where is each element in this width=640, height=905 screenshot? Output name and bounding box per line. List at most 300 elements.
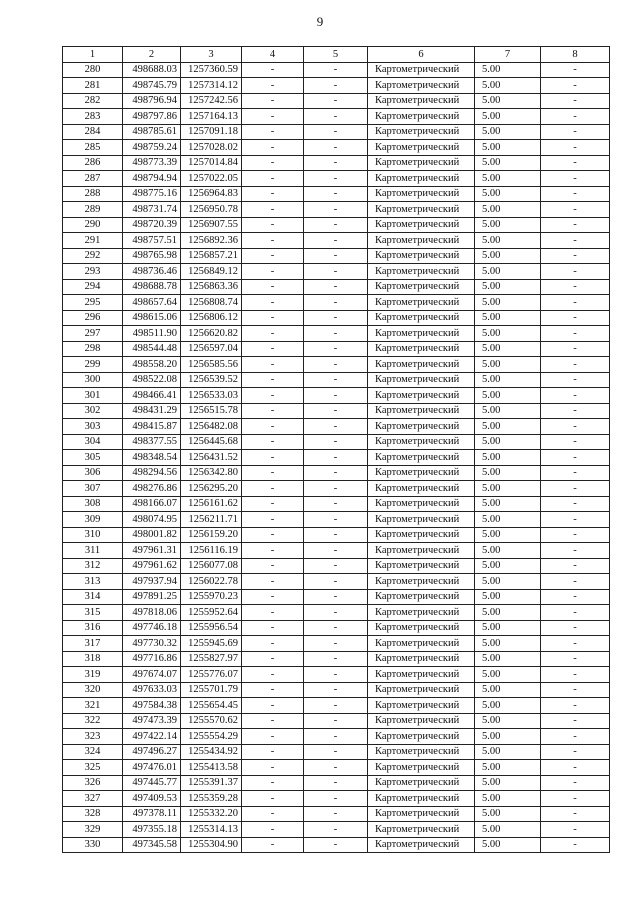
cell-coord-y: 1255570.62: [181, 713, 242, 729]
cell-method: Картометрический: [368, 450, 475, 466]
cell-col-4: -: [242, 248, 304, 264]
cell-col-4: -: [242, 388, 304, 404]
cell-coord-y: 1255391.37: [181, 775, 242, 791]
cell-col-4: -: [242, 93, 304, 109]
cell-col-8: -: [541, 93, 610, 109]
cell-col-8: -: [541, 310, 610, 326]
cell-accuracy: 5.00: [475, 651, 541, 667]
table-row: [63, 512, 610, 528]
cell-method: Картометрический: [368, 109, 475, 125]
cell-method: Картометрический: [368, 822, 475, 838]
cell-coord-x: 498731.74: [123, 202, 181, 218]
cell-accuracy: 5.00: [475, 713, 541, 729]
table-row: [63, 62, 610, 78]
cell-col-5: -: [304, 140, 368, 156]
column-header-5: 5: [304, 47, 368, 63]
cell-col-8: -: [541, 403, 610, 419]
cell-coord-y: 1256295.20: [181, 481, 242, 497]
cell-accuracy: 5.00: [475, 636, 541, 652]
cell-coord-y: 1256515.78: [181, 403, 242, 419]
table-row: [63, 341, 610, 357]
cell-coord-y: 1255776.07: [181, 667, 242, 683]
cell-col-8: -: [541, 388, 610, 404]
cell-accuracy: 5.00: [475, 450, 541, 466]
header-row: [63, 47, 610, 63]
cell-col-4: -: [242, 202, 304, 218]
cell-accuracy: 5.00: [475, 310, 541, 326]
cell-col-5: -: [304, 388, 368, 404]
cell-col-4: -: [242, 636, 304, 652]
cell-coord-x: 498794.94: [123, 171, 181, 187]
cell-coord-y: 1256445.68: [181, 434, 242, 450]
cell-point-number: 309: [63, 512, 123, 528]
table-row: [63, 403, 610, 419]
cell-accuracy: 5.00: [475, 434, 541, 450]
cell-coord-y: 1256950.78: [181, 202, 242, 218]
cell-coord-x: 498074.95: [123, 512, 181, 528]
cell-accuracy: 5.00: [475, 295, 541, 311]
cell-coord-y: 1255434.92: [181, 744, 242, 760]
cell-point-number: 321: [63, 698, 123, 714]
cell-col-4: -: [242, 574, 304, 590]
cell-coord-x: 497378.11: [123, 806, 181, 822]
table-row: [63, 93, 610, 109]
cell-col-8: -: [541, 186, 610, 202]
table-row: [63, 124, 610, 140]
cell-col-4: -: [242, 62, 304, 78]
cell-method: Картометрический: [368, 202, 475, 218]
cell-accuracy: 5.00: [475, 760, 541, 776]
cell-col-5: -: [304, 326, 368, 342]
cell-point-number: 319: [63, 667, 123, 683]
cell-coord-y: 1255332.20: [181, 806, 242, 822]
cell-point-number: 306: [63, 465, 123, 481]
cell-col-8: -: [541, 620, 610, 636]
cell-method: Картометрический: [368, 217, 475, 233]
cell-accuracy: 5.00: [475, 140, 541, 156]
cell-coord-x: 498759.24: [123, 140, 181, 156]
cell-method: Картометрический: [368, 140, 475, 156]
cell-coord-y: 1255945.69: [181, 636, 242, 652]
cell-accuracy: 5.00: [475, 341, 541, 357]
cell-col-4: -: [242, 171, 304, 187]
cell-col-4: -: [242, 326, 304, 342]
cell-accuracy: 5.00: [475, 806, 541, 822]
cell-col-8: -: [541, 419, 610, 435]
table-row: [63, 760, 610, 776]
cell-accuracy: 5.00: [475, 775, 541, 791]
table-row: [63, 78, 610, 94]
table-row: [63, 806, 610, 822]
cell-method: Картометрический: [368, 78, 475, 94]
cell-point-number: 300: [63, 372, 123, 388]
cell-coord-y: 1255314.13: [181, 822, 242, 838]
table-row: [63, 372, 610, 388]
cell-method: Картометрический: [368, 264, 475, 280]
cell-method: Картометрический: [368, 791, 475, 807]
cell-accuracy: 5.00: [475, 481, 541, 497]
cell-col-4: -: [242, 837, 304, 853]
cell-col-5: -: [304, 202, 368, 218]
table-header: [63, 47, 610, 63]
cell-point-number: 307: [63, 481, 123, 497]
cell-col-4: -: [242, 806, 304, 822]
cell-accuracy: 5.00: [475, 558, 541, 574]
cell-accuracy: 5.00: [475, 620, 541, 636]
cell-coord-x: 498745.79: [123, 78, 181, 94]
cell-accuracy: 5.00: [475, 109, 541, 125]
cell-point-number: 305: [63, 450, 123, 466]
cell-method: Картометрический: [368, 93, 475, 109]
cell-method: Картометрический: [368, 481, 475, 497]
cell-coord-x: 498757.51: [123, 233, 181, 249]
cell-col-4: -: [242, 481, 304, 497]
cell-col-5: -: [304, 682, 368, 698]
cell-accuracy: 5.00: [475, 682, 541, 698]
cell-method: Картометрический: [368, 806, 475, 822]
cell-accuracy: 5.00: [475, 744, 541, 760]
cell-accuracy: 5.00: [475, 512, 541, 528]
cell-col-5: -: [304, 357, 368, 373]
cell-coord-y: 1256597.04: [181, 341, 242, 357]
cell-point-number: 323: [63, 729, 123, 745]
cell-coord-y: 1256077.08: [181, 558, 242, 574]
cell-method: Картометрический: [368, 62, 475, 78]
cell-col-8: -: [541, 326, 610, 342]
table-row: [63, 636, 610, 652]
cell-coord-y: 1255359.28: [181, 791, 242, 807]
cell-coord-y: 1256539.52: [181, 372, 242, 388]
cell-coord-x: 497496.27: [123, 744, 181, 760]
cell-accuracy: 5.00: [475, 124, 541, 140]
cell-col-8: -: [541, 233, 610, 249]
cell-point-number: 298: [63, 341, 123, 357]
table-row: [63, 217, 610, 233]
cell-method: Картометрический: [368, 620, 475, 636]
cell-coord-x: 498544.48: [123, 341, 181, 357]
cell-col-5: -: [304, 450, 368, 466]
cell-point-number: 293: [63, 264, 123, 280]
cell-accuracy: 5.00: [475, 62, 541, 78]
cell-col-8: -: [541, 217, 610, 233]
cell-coord-y: 1256022.78: [181, 574, 242, 590]
cell-col-5: -: [304, 775, 368, 791]
table-row: [63, 527, 610, 543]
cell-point-number: 287: [63, 171, 123, 187]
cell-coord-x: 497584.38: [123, 698, 181, 714]
cell-col-5: -: [304, 279, 368, 295]
table-row: [63, 326, 610, 342]
cell-coord-y: 1256116.19: [181, 543, 242, 559]
cell-col-4: -: [242, 465, 304, 481]
cell-col-8: -: [541, 636, 610, 652]
cell-col-5: -: [304, 155, 368, 171]
cell-coord-x: 498657.64: [123, 295, 181, 311]
cell-col-8: -: [541, 589, 610, 605]
cell-point-number: 290: [63, 217, 123, 233]
cell-col-5: -: [304, 434, 368, 450]
cell-coord-y: 1255304.90: [181, 837, 242, 853]
cell-col-4: -: [242, 698, 304, 714]
cell-col-5: -: [304, 171, 368, 187]
cell-col-5: -: [304, 93, 368, 109]
cell-coord-x: 498558.20: [123, 357, 181, 373]
cell-coord-x: 498785.61: [123, 124, 181, 140]
cell-col-5: -: [304, 744, 368, 760]
table-row: [63, 295, 610, 311]
cell-accuracy: 5.00: [475, 698, 541, 714]
cell-point-number: 320: [63, 682, 123, 698]
cell-coord-x: 498773.39: [123, 155, 181, 171]
cell-method: Картометрический: [368, 295, 475, 311]
cell-point-number: 312: [63, 558, 123, 574]
cell-col-8: -: [541, 806, 610, 822]
cell-point-number: 283: [63, 109, 123, 125]
cell-col-5: -: [304, 543, 368, 559]
cell-coord-x: 498415.87: [123, 419, 181, 435]
cell-point-number: 326: [63, 775, 123, 791]
cell-col-5: -: [304, 78, 368, 94]
cell-col-8: -: [541, 78, 610, 94]
table-row: [63, 264, 610, 280]
cell-coord-y: 1257314.12: [181, 78, 242, 94]
cell-col-5: -: [304, 341, 368, 357]
table-row: [63, 574, 610, 590]
cell-col-5: -: [304, 419, 368, 435]
cell-method: Картометрический: [368, 744, 475, 760]
cell-method: Картометрический: [368, 698, 475, 714]
table-row: [63, 651, 610, 667]
cell-accuracy: 5.00: [475, 186, 541, 202]
column-header-6: 6: [368, 47, 475, 63]
cell-coord-x: 497716.86: [123, 651, 181, 667]
cell-col-8: -: [541, 822, 610, 838]
table-row: [63, 279, 610, 295]
cell-col-5: -: [304, 217, 368, 233]
column-header-4: 4: [242, 47, 304, 63]
cell-col-8: -: [541, 450, 610, 466]
cell-col-5: -: [304, 822, 368, 838]
cell-coord-x: 498797.86: [123, 109, 181, 125]
cell-col-8: -: [541, 729, 610, 745]
cell-coord-x: 498775.16: [123, 186, 181, 202]
cell-col-8: -: [541, 109, 610, 125]
cell-col-8: -: [541, 372, 610, 388]
cell-col-4: -: [242, 729, 304, 745]
table-row: [63, 682, 610, 698]
cell-coord-x: 498688.03: [123, 62, 181, 78]
cell-col-5: -: [304, 527, 368, 543]
cell-point-number: 284: [63, 124, 123, 140]
cell-col-4: -: [242, 310, 304, 326]
cell-method: Картометрический: [368, 589, 475, 605]
cell-coord-y: 1256585.56: [181, 357, 242, 373]
cell-point-number: 315: [63, 605, 123, 621]
table-row: [63, 698, 610, 714]
cell-coord-y: 1256849.12: [181, 264, 242, 280]
cell-col-5: -: [304, 372, 368, 388]
table-row: [63, 140, 610, 156]
cell-col-8: -: [541, 543, 610, 559]
cell-point-number: 329: [63, 822, 123, 838]
cell-method: Картометрический: [368, 636, 475, 652]
cell-method: Картометрический: [368, 155, 475, 171]
cell-accuracy: 5.00: [475, 155, 541, 171]
cell-accuracy: 5.00: [475, 527, 541, 543]
cell-method: Картометрический: [368, 574, 475, 590]
cell-accuracy: 5.00: [475, 357, 541, 373]
cell-col-5: -: [304, 698, 368, 714]
cell-coord-x: 498720.39: [123, 217, 181, 233]
cell-coord-x: 497445.77: [123, 775, 181, 791]
cell-col-5: -: [304, 403, 368, 419]
cell-accuracy: 5.00: [475, 171, 541, 187]
table-row: [63, 775, 610, 791]
table-row: [63, 419, 610, 435]
cell-method: Картометрический: [368, 372, 475, 388]
cell-point-number: 328: [63, 806, 123, 822]
cell-col-5: -: [304, 481, 368, 497]
column-header-8: 8: [541, 47, 610, 63]
cell-accuracy: 5.00: [475, 403, 541, 419]
cell-point-number: 316: [63, 620, 123, 636]
cell-point-number: 280: [63, 62, 123, 78]
cell-col-8: -: [541, 264, 610, 280]
table-row: [63, 388, 610, 404]
cell-col-5: -: [304, 109, 368, 125]
cell-coord-y: 1256863.36: [181, 279, 242, 295]
table-row: [63, 744, 610, 760]
cell-col-4: -: [242, 357, 304, 373]
cell-coord-x: 497961.31: [123, 543, 181, 559]
cell-method: Картометрический: [368, 326, 475, 342]
cell-coord-x: 498348.54: [123, 450, 181, 466]
cell-method: Картометрический: [368, 310, 475, 326]
table-row: [63, 837, 610, 853]
cell-coord-x: 498736.46: [123, 264, 181, 280]
cell-col-8: -: [541, 698, 610, 714]
cell-coord-x: 498294.56: [123, 465, 181, 481]
cell-method: Картометрический: [368, 357, 475, 373]
cell-point-number: 289: [63, 202, 123, 218]
cell-accuracy: 5.00: [475, 837, 541, 853]
column-header-1: 1: [63, 47, 123, 63]
cell-coord-x: 497937.94: [123, 574, 181, 590]
cell-point-number: 299: [63, 357, 123, 373]
cell-col-8: -: [541, 140, 610, 156]
table-row: [63, 543, 610, 559]
table-row: [63, 186, 610, 202]
table-row: [63, 620, 610, 636]
cell-col-4: -: [242, 651, 304, 667]
table-row: [63, 155, 610, 171]
cell-point-number: 296: [63, 310, 123, 326]
cell-accuracy: 5.00: [475, 574, 541, 590]
cell-col-8: -: [541, 512, 610, 528]
cell-col-8: -: [541, 295, 610, 311]
table-row: [63, 465, 610, 481]
cell-method: Картометрический: [368, 465, 475, 481]
cell-col-5: -: [304, 589, 368, 605]
cell-coord-y: 1257360.59: [181, 62, 242, 78]
cell-coord-x: 498377.55: [123, 434, 181, 450]
cell-col-8: -: [541, 760, 610, 776]
cell-point-number: 324: [63, 744, 123, 760]
cell-point-number: 302: [63, 403, 123, 419]
cell-coord-y: 1256533.03: [181, 388, 242, 404]
cell-col-5: -: [304, 651, 368, 667]
table-row: [63, 202, 610, 218]
cell-method: Картометрический: [368, 186, 475, 202]
cell-coord-x: 498615.06: [123, 310, 181, 326]
cell-col-4: -: [242, 589, 304, 605]
cell-col-8: -: [541, 434, 610, 450]
cell-col-4: -: [242, 512, 304, 528]
cell-coord-y: 1255956.54: [181, 620, 242, 636]
page-number: 9: [316, 14, 324, 29]
table-row: [63, 481, 610, 497]
cell-coord-y: 1256964.83: [181, 186, 242, 202]
cell-method: Картометрический: [368, 341, 475, 357]
column-header-3: 3: [181, 47, 242, 63]
cell-accuracy: 5.00: [475, 822, 541, 838]
cell-col-5: -: [304, 496, 368, 512]
cell-col-5: -: [304, 713, 368, 729]
cell-coord-x: 498466.41: [123, 388, 181, 404]
cell-method: Картометрический: [368, 171, 475, 187]
cell-coord-x: 497891.25: [123, 589, 181, 605]
cell-col-4: -: [242, 605, 304, 621]
cell-coord-y: 1255970.23: [181, 589, 242, 605]
table-row: [63, 109, 610, 125]
cell-coord-y: 1257242.56: [181, 93, 242, 109]
cell-coord-x: 497746.18: [123, 620, 181, 636]
cell-coord-x: 497409.53: [123, 791, 181, 807]
table-row: [63, 171, 610, 187]
cell-col-5: -: [304, 837, 368, 853]
cell-col-8: -: [541, 605, 610, 621]
table-row: [63, 822, 610, 838]
cell-col-5: -: [304, 620, 368, 636]
cell-point-number: 286: [63, 155, 123, 171]
cell-point-number: 317: [63, 636, 123, 652]
cell-col-5: -: [304, 465, 368, 481]
cell-coord-y: 1256808.74: [181, 295, 242, 311]
cell-method: Картометрический: [368, 682, 475, 698]
cell-method: Картометрический: [368, 233, 475, 249]
table-row: [63, 434, 610, 450]
cell-coord-y: 1256342.80: [181, 465, 242, 481]
cell-method: Картометрический: [368, 775, 475, 791]
cell-col-5: -: [304, 295, 368, 311]
cell-coord-x: 497422.14: [123, 729, 181, 745]
cell-coord-x: 498765.98: [123, 248, 181, 264]
cell-col-4: -: [242, 124, 304, 140]
cell-coord-y: 1255701.79: [181, 682, 242, 698]
cell-col-4: -: [242, 78, 304, 94]
cell-col-8: -: [541, 496, 610, 512]
cell-coord-x: 497633.03: [123, 682, 181, 698]
cell-col-8: -: [541, 837, 610, 853]
cell-col-4: -: [242, 543, 304, 559]
cell-method: Картометрический: [368, 837, 475, 853]
cell-coord-x: 497473.39: [123, 713, 181, 729]
cell-coord-y: 1257014.84: [181, 155, 242, 171]
cell-method: Картометрический: [368, 434, 475, 450]
cell-col-5: -: [304, 124, 368, 140]
cell-method: Картометрический: [368, 419, 475, 435]
cell-col-8: -: [541, 171, 610, 187]
